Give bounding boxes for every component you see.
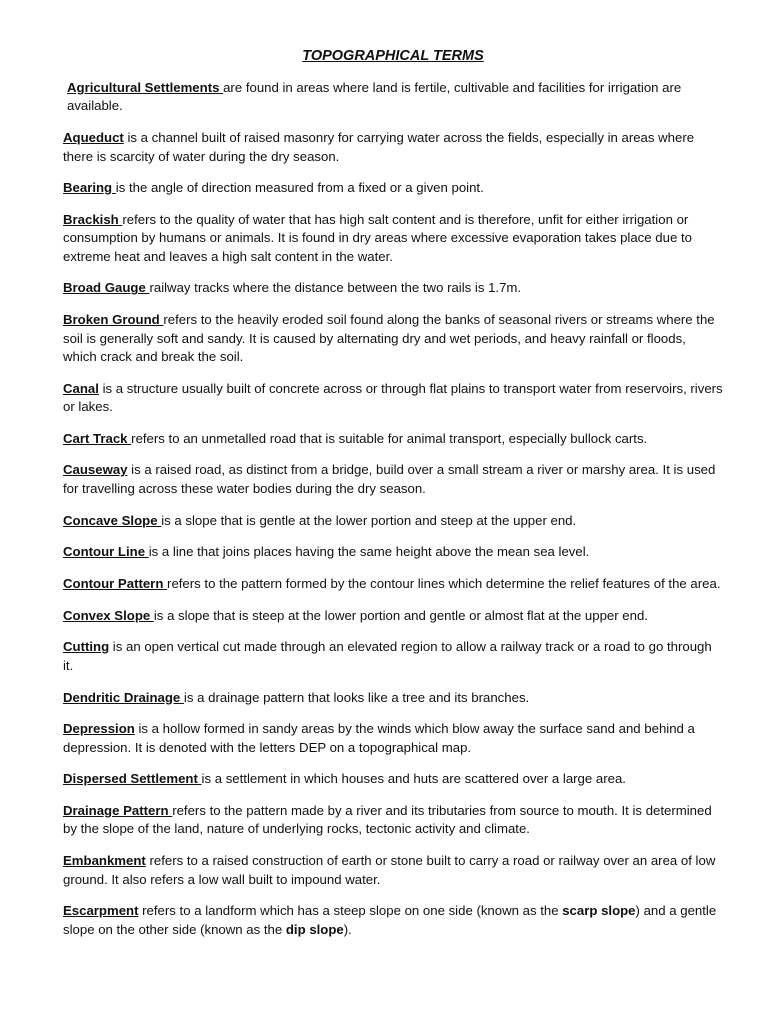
entry-definition: are found in areas where land is fertile, cultivable and facilities for irrigation are available. [67, 80, 682, 114]
entry-aqueduct [63, 129, 723, 166]
entry-term: Broken Ground [63, 312, 164, 328]
entry-definition: is an open vertical cut made through an elevated region to allow a railway track or a road to go through it. [63, 639, 712, 673]
entry-term: Depression [63, 721, 135, 737]
entry-cutting [63, 638, 723, 675]
entry-drainage-pattern [63, 802, 723, 839]
entry-definition: is a drainage pattern that looks like a tree and its branches. [183, 689, 530, 705]
entry-broad-gauge [63, 279, 723, 297]
entry-term: Cart Track [63, 430, 132, 446]
entry-concave-slope [63, 512, 723, 530]
entry-causeway [63, 461, 723, 498]
entry-definition: is a line that joins places having the same height above the mean sea level. [148, 544, 590, 560]
entry-embankment [63, 852, 723, 889]
entry-definition: refers to an unmetalled road that is suitable for animal transport, especially bullock carts. [131, 430, 648, 446]
entry-definition: railway tracks where the distance between the two rails is 1.7m. [149, 280, 522, 296]
entry-term: Contour Pattern [63, 575, 168, 591]
entry-term: Convex Slope [63, 607, 154, 623]
document-page [63, 46, 723, 952]
entry-contour-line [63, 543, 723, 561]
entry-definition: is a slope that is gentle at the lower portion and steep at the upper end. [161, 512, 577, 528]
entry-definition: refers to the heavily eroded soil found along the banks of seasonal rivers or streams where the soil is generally soft and sandy. It is caused by alternating dry and wet periods, and heavy rainfall or floods, which crack and break the soil. [63, 312, 715, 364]
entry-definition: refers to a landform which has a steep slope on one side (known as the [138, 903, 563, 919]
entry-definition: is a settlement in which houses and huts are scattered over a large area. [201, 771, 626, 787]
entry-dendritic-drainage [63, 689, 723, 707]
entry-term: Brackish [63, 211, 123, 227]
entry-definition: is a channel built of raised masonry for carrying water across the fields, especially in areas where there is scarcity of water during the dry season. [63, 130, 695, 164]
scarp-slope-term: scarp slope [562, 903, 636, 919]
entry-convex-slope [63, 607, 723, 625]
entry-term: Cutting [63, 639, 110, 655]
entry-definition: refers to the pattern made by a river and its tributaries from source to mouth. It is determined by the slope of the land, nature of underlying rocks, tectonic activity and climate. [63, 803, 712, 837]
entry-term: Escarpment [63, 903, 139, 919]
entry-canal [63, 380, 723, 417]
entry-brackish [63, 211, 723, 266]
document-title: TOPOGRAPHICAL TERMS [302, 48, 484, 64]
entry-term: Aqueduct [63, 130, 124, 146]
entry-term: Concave Slope [63, 512, 162, 528]
entry-term: Bearing [63, 180, 116, 196]
entry-definition: ). [343, 921, 352, 937]
entry-definition: is a hollow formed in sandy areas by the winds which blow away the surface sand and behind a depression. It is denoted with the letters DEP on a topographical map. [63, 721, 695, 755]
entry-term: Canal [63, 380, 99, 396]
entry-definition: is the angle of direction measured from a fixed or a given point. [115, 180, 484, 196]
entry-definition: is a structure usually built of concrete across or through flat plains to transport water from reservoirs, rivers or lakes. [63, 380, 723, 415]
entry-depression [63, 720, 723, 757]
entry-term: Causeway [63, 462, 128, 478]
entry-agricultural-settlements [63, 79, 723, 116]
entry-term: Contour Line [63, 544, 149, 560]
dip-slope-term: dip slope [285, 921, 344, 937]
entry-term: Broad Gauge [63, 280, 150, 296]
entry-definition: ) and a gentle slope on the other side (known as the [63, 903, 717, 937]
entry-escarpment [63, 902, 723, 939]
entry-definition: refers to the quality of water that has high salt content and is therefore, unfit for either irrigation or consumption by humans or animals. It is found in dry areas where excessive evaporation takes place due to extreme heat and leaves a high salt content in the water. [63, 211, 692, 264]
entry-cart-track [63, 430, 723, 448]
entry-bearing [63, 179, 723, 197]
entry-definition: refers to a raised construction of earth or stone built to carry a road or railway over an area of low ground. It also refers a low wall built to impound water. [63, 853, 716, 887]
entry-term: Dendritic Drainage [63, 689, 184, 705]
entry-definition: is a slope that is steep at the lower portion and gentle or almost flat at the upper end. [153, 607, 648, 623]
entry-term: Dispersed Settlement [63, 771, 202, 787]
entry-dispersed-settlement [63, 770, 723, 788]
entry-broken-ground [63, 311, 723, 366]
entry-term: Agricultural Settlements [67, 80, 224, 95]
entry-term: Embankment [63, 853, 146, 869]
entry-term: Drainage Pattern [63, 803, 173, 819]
entry-contour-pattern [63, 575, 723, 593]
entry-definition: is a raised road, as distinct from a bridge, build over a small stream a river or marshy area. It is used for travelling across these water bodies during the dry season. [63, 462, 716, 496]
entry-definition: refers to the pattern formed by the contour lines which determine the relief features of the area. [167, 575, 721, 591]
